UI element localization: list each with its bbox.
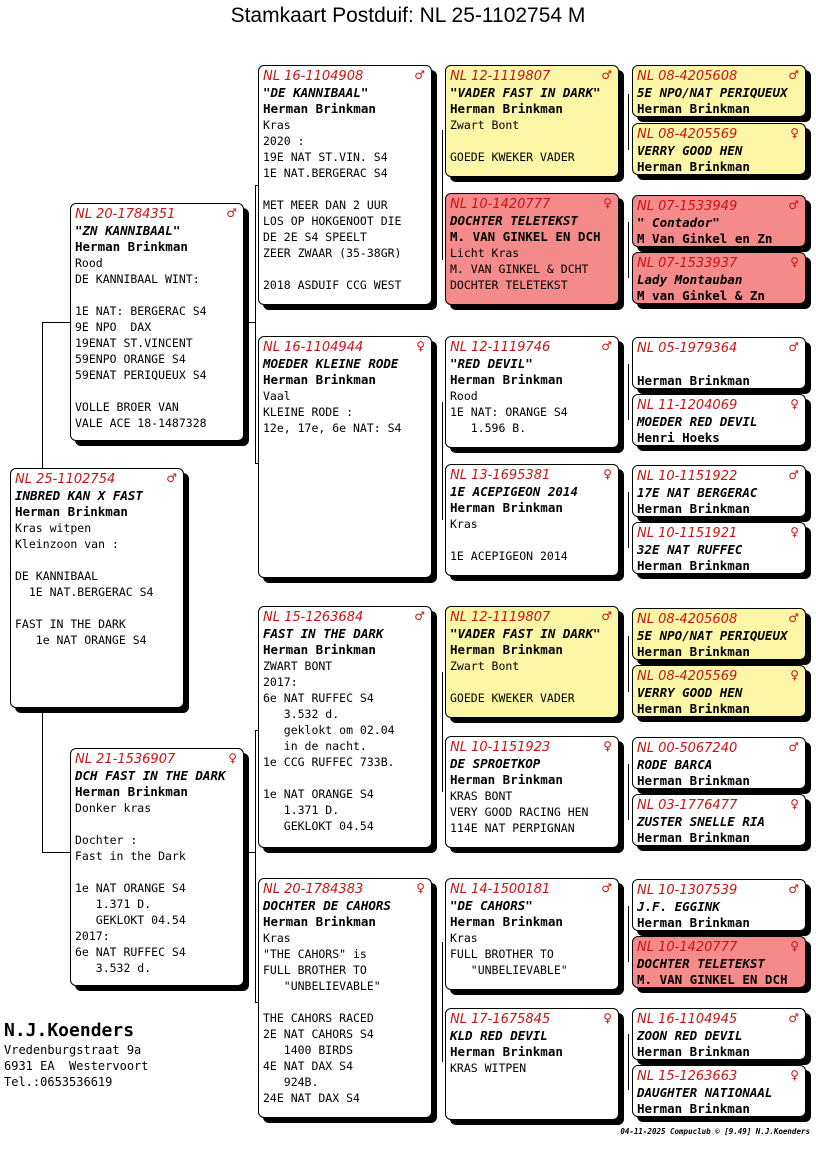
pigeon-card-mm[interactable]: [258, 878, 432, 1118]
sex-icon: ♂: [414, 609, 425, 623]
breeder-name: Herman Brinkman: [75, 239, 188, 254]
pigeon-notes: Kras "THE CAHORS" is FULL BROTHER TO "UNBELIEVABLE" THE CAHORS RACED 2E NAT CAHORS S4 1400 BIRDS 4E NAT DAX S4 924B. 24E NAT DAX S4: [263, 931, 381, 1105]
sex-icon: ♂: [788, 340, 799, 354]
breeder-name: Herman Brinkman: [450, 500, 563, 515]
pigeon-card-g14[interactable]: [632, 936, 806, 988]
connector-line: [442, 942, 443, 1062]
pigeon-name: 1E ACEPIGEON 2014: [450, 484, 578, 499]
pigeon-card-g6[interactable]: [632, 394, 806, 446]
ring-number: NL 10-1420777: [637, 940, 738, 955]
pigeon-card-mf[interactable]: [258, 606, 432, 848]
pigeon-name: DCH FAST IN THE DARK: [75, 768, 226, 783]
ring-number: NL 15-1263663: [637, 1069, 738, 1084]
connector-line: [255, 185, 256, 463]
ring-number: NL 12-1119807: [450, 610, 551, 625]
ring-number: NL 07-1533949: [637, 199, 738, 214]
pigeon-name: FAST IN THE DARK: [263, 626, 384, 641]
pigeon-card-g2[interactable]: [632, 123, 806, 175]
pigeon-notes: Zwart Bont GOEDE KWEKER VADER: [450, 118, 575, 164]
pigeon-notes: Kras witpen Kleinzoon van : DE KANNIBAAL 1E NAT.BERGERAC S4 FAST IN THE DARK 1e NAT ORANGE S4: [15, 521, 154, 647]
sex-icon: ♀: [790, 255, 799, 269]
sex-icon: ♀: [790, 939, 799, 953]
sex-icon: ♀: [790, 126, 799, 140]
owner-name: N.J.Koenders: [4, 1020, 135, 1041]
pigeon-name: DE SPROETKOP: [450, 756, 541, 771]
ring-number: NL 08-4205608: [637, 69, 738, 84]
pigeon-notes: Kras FULL BROTHER TO "UNBELIEVABLE": [450, 931, 568, 977]
sex-icon: ♂: [788, 1011, 799, 1025]
connector-line: [243, 852, 255, 853]
ring-number: NL 08-4205608: [637, 612, 738, 627]
breeder-name: Herman Brinkman: [637, 773, 750, 788]
ring-number: NL 10-1151921: [637, 526, 738, 541]
pigeon-name: DAUGHTER NATIONAAL: [637, 1085, 773, 1100]
ring-number: NL 00-5067240: [637, 741, 738, 756]
breeder-name: Herman Brinkman: [637, 644, 750, 659]
ring-number: NL 08-4205569: [637, 669, 738, 684]
breeder-name: Herman Brinkman: [263, 914, 376, 929]
pigeon-notes: KRAS WITPEN: [450, 1061, 527, 1075]
ring-number: NL 20-1784383: [263, 882, 364, 897]
pigeon-name: VERRY GOOD HEN: [637, 685, 743, 700]
breeder-name: Herman Brinkman: [450, 914, 563, 929]
pigeon-card-fmm[interactable]: [445, 464, 619, 576]
sex-icon: ♀: [603, 739, 612, 753]
pigeon-card-g5[interactable]: [632, 337, 806, 389]
ring-number: NL 13-1695381: [450, 468, 551, 483]
pigeon-name: DOCHTER TELETEKST: [637, 956, 765, 971]
sex-icon: ♂: [788, 611, 799, 625]
pigeon-name: 32E NAT RUFFEC: [637, 542, 743, 557]
connector-line: [628, 764, 629, 820]
breeder-name: M. VAN GINKEL EN DCH: [450, 229, 601, 244]
pigeon-notes: Kras 2020 : 19E NAT ST.VIN. S4 1E NAT.BERGERAC S4 MET MEER DAN 2 UUR LOS OP HOKGENOOT DIE DE 2E S4 SPEELT ZEER ZWAAR (35-38GR) 2018 ASDUIF CCG WEST: [263, 118, 402, 292]
breeder-name: Herman Brinkman: [637, 1101, 750, 1116]
pigeon-card-mmf[interactable]: [445, 878, 619, 990]
sex-icon: ♀: [416, 881, 425, 895]
connector-line: [628, 906, 629, 962]
pigeon-name: "VADER FAST IN DARK": [450, 85, 601, 100]
pigeon-name: " Contador": [637, 215, 720, 230]
breeder-name: M. VAN GINKEL EN DCH: [637, 972, 788, 987]
pigeon-card-g11[interactable]: [632, 737, 806, 789]
breeder-name: Herman Brinkman: [450, 1044, 563, 1059]
connector-line: [243, 322, 255, 323]
pigeon-card-fff[interactable]: [445, 65, 619, 177]
sex-icon: ♀: [416, 339, 425, 353]
ring-number: NL 05-1979364: [637, 341, 738, 356]
ring-number: NL 16-1104945: [637, 1012, 738, 1027]
breeder-name: Herman Brinkman: [637, 915, 750, 930]
ring-number: NL 20-1784351: [75, 207, 176, 222]
connector-line: [628, 222, 629, 278]
connector-line: [628, 364, 629, 420]
sex-icon: ♀: [228, 751, 237, 765]
pigeon-card-g12[interactable]: [632, 794, 806, 846]
pigeon-notes: ZWART BONT 2017: 6e NAT RUFFEC S4 3.532 d. geklokt om 02.04 in de nacht. 1e CCG RUFFEC 733B. 1e NAT ORANGE S4 1.371 D. GEKLOKT 04.54: [263, 659, 395, 833]
sex-icon: ♀: [603, 467, 612, 481]
pigeon-card-father[interactable]: [70, 203, 244, 441]
ring-number: NL 12-1119746: [450, 340, 551, 355]
pigeon-name: 5E NPO/NAT PERIQUEUX: [637, 85, 788, 100]
breeder-name: Herman Brinkman: [637, 373, 750, 388]
ring-number: NL 10-1307539: [637, 883, 738, 898]
connector-line: [628, 94, 629, 150]
breeder-name: Herman Brinkman: [450, 772, 563, 787]
ring-number: NL 08-4205569: [637, 127, 738, 142]
owner-block: [4, 1020, 149, 1090]
pigeon-name: DOCHTER DE CAHORS: [263, 898, 391, 913]
pigeon-name: DOCHTER TELETEKST: [450, 213, 578, 228]
sex-icon: ♂: [788, 468, 799, 482]
ring-number: NL 07-1533937: [637, 256, 738, 271]
pigeon-card-fmf[interactable]: [445, 336, 619, 448]
ring-number: NL 12-1119807: [450, 69, 551, 84]
pigeon-card-ff[interactable]: [258, 65, 432, 305]
pigeon-name: 17E NAT BERGERAC: [637, 485, 758, 500]
breeder-name: Herman Brinkman: [263, 372, 376, 387]
pigeon-name: MOEDER RED DEVIL: [637, 414, 758, 429]
breeder-name: M van Ginkel & Zn: [637, 288, 765, 303]
ring-number: NL 10-1151922: [637, 469, 738, 484]
pigeon-notes: Zwart Bont GOEDE KWEKER VADER: [450, 659, 575, 705]
breeder-name: Herman Brinkman: [75, 784, 188, 799]
pigeon-card-g13[interactable]: [632, 879, 806, 931]
sex-icon: ♂: [788, 740, 799, 754]
breeder-name: Herman Brinkman: [637, 701, 750, 716]
pigeon-card-g9[interactable]: [632, 608, 806, 660]
connector-line: [628, 636, 629, 692]
pigeon-card-g10[interactable]: [632, 665, 806, 717]
sex-icon: ♀: [790, 1068, 799, 1082]
page-title: Stamkaart Postduif: NL 25-1102754 M: [230, 4, 586, 27]
breeder-name: Herman Brinkman: [637, 101, 750, 116]
sex-icon: ♂: [788, 882, 799, 896]
pigeon-card-mfm[interactable]: [445, 736, 619, 848]
pigeon-notes: Kras 1E ACEPIGEON 2014: [450, 517, 568, 563]
ring-number: NL 10-1420777: [450, 197, 551, 212]
breeder-name: Herman Brinkman: [15, 504, 128, 519]
pigeon-card-g1[interactable]: [632, 65, 806, 117]
pigeon-card-fm[interactable]: [258, 336, 432, 578]
ring-number: NL 11-1204069: [637, 398, 738, 413]
sex-icon: ♂: [601, 68, 612, 82]
breeder-name: Herman Brinkman: [263, 101, 376, 116]
sex-icon: ♀: [603, 1011, 612, 1025]
sex-icon: ♀: [790, 397, 799, 411]
ring-number: NL 10-1151923: [450, 740, 551, 755]
sex-icon: ♀: [790, 525, 799, 539]
sex-icon: ♂: [788, 198, 799, 212]
footer-credit: 04-11-2025 Compuclub © [9.49] N.J.Koenders: [620, 1127, 810, 1136]
sex-icon: ♂: [414, 68, 425, 82]
pigeon-name: "RED DEVIL": [450, 356, 533, 371]
pigeon-name: "ZN KANNIBAAL": [75, 223, 181, 238]
pigeon-name: MOEDER KLEINE RODE: [263, 356, 399, 371]
ring-number: NL 14-1500181: [450, 882, 551, 897]
pigeon-notes: Rood 1E NAT: ORANGE S4 1.596 B.: [450, 389, 568, 435]
ring-number: NL 03-1776477: [637, 798, 738, 813]
pigeon-name: INBRED KAN X FAST: [15, 488, 143, 503]
pigeon-name: ZUSTER SNELLE RIA: [637, 814, 765, 829]
pigeon-name: 5E NPO/NAT PERIQUEUX: [637, 628, 788, 643]
sex-icon: ♀: [790, 668, 799, 682]
pigeon-name: [637, 357, 801, 373]
breeder-name: Herman Brinkman: [637, 159, 750, 174]
ring-number: NL 21-1536907: [75, 752, 176, 767]
pigeon-name: ZOON RED DEVIL: [637, 1028, 743, 1043]
breeder-name: Herman Brinkman: [637, 501, 750, 516]
pigeon-notes: Vaal KLEINE RODE : 12e, 17e, 6e NAT: S4: [263, 389, 402, 435]
pigeon-name: KLD RED DEVIL: [450, 1028, 548, 1043]
pigeon-name: J.F. EGGINK: [637, 899, 720, 914]
sex-icon: ♂: [788, 68, 799, 82]
connector-line: [255, 730, 256, 1002]
ring-number: NL 15-1263684: [263, 610, 364, 625]
ring-number: NL 25-1102754: [15, 472, 116, 487]
pigeon-name: "DE CAHORS": [450, 898, 533, 913]
pigeon-card-g3[interactable]: [632, 195, 806, 247]
sex-icon: ♀: [603, 196, 612, 210]
owner-city: 6931 EA Westervoort: [4, 1059, 149, 1073]
breeder-name: Herman Brinkman: [637, 558, 750, 573]
breeder-name: Herman Brinkman: [637, 830, 750, 845]
pigeon-card-mff[interactable]: [445, 606, 619, 718]
pigeon-notes: KRAS BONT VERY GOOD RACING HEN 114E NAT PERPIGNAN: [450, 789, 589, 835]
pigeon-name: "DE KANNIBAAL": [263, 85, 369, 100]
ring-number: NL 16-1104944: [263, 340, 364, 355]
pigeon-name: VERRY GOOD HEN: [637, 143, 743, 158]
pigeon-card-mmm[interactable]: [445, 1008, 619, 1120]
pigeon-notes: Licht Kras M. VAN GINKEL & DCHT DOCHTER TELETEKST: [450, 246, 589, 292]
pigeon-notes: Donker kras Dochter : Fast in the Dark 1e NAT ORANGE S4 1.371 D. GEKLOKT 04.54 2017: 6e NAT RUFFEC S4 3.532 d.: [75, 801, 186, 975]
pigeon-name: "VADER FAST IN DARK": [450, 626, 601, 641]
breeder-name: Henri Hoeks: [637, 430, 720, 445]
sex-icon: ♂: [601, 339, 612, 353]
connector-line: [628, 1034, 629, 1090]
pigeon-name: Lady Montauban: [637, 272, 743, 287]
pigeon-card-g16[interactable]: [632, 1065, 806, 1117]
sex-icon: ♂: [601, 881, 612, 895]
breeder-name: Herman Brinkman: [450, 101, 563, 116]
pigeon-card-ffm[interactable]: [445, 193, 619, 305]
connector-line: [42, 322, 70, 323]
pigeon-notes: Rood DE KANNIBAAL WINT: 1E NAT: BERGERAC S4 9E NPO DAX 19ENAT ST.VINCENT 59ENPO ORANGE S4 59ENAT PERIQUEUX S4 VOLLE BROER VAN VALE ACE 18-1487328: [75, 256, 207, 430]
ring-number: NL 16-1104908: [263, 69, 364, 84]
connector-line: [628, 492, 629, 548]
sex-icon: ♀: [790, 797, 799, 811]
pigeon-card-g4[interactable]: [632, 252, 806, 304]
connector-line: [42, 852, 70, 853]
pigeon-card-g15[interactable]: [632, 1008, 806, 1060]
connector-line: [442, 402, 443, 520]
pigeon-card-g8[interactable]: [632, 522, 806, 574]
pigeon-name: RODE BARCA: [637, 757, 713, 772]
breeder-name: M Van Ginkel en Zn: [637, 231, 773, 246]
owner-street: Vredenburgstraat 9a: [4, 1043, 142, 1057]
breeder-name: Herman Brinkman: [450, 372, 563, 387]
breeder-name: Herman Brinkman: [450, 642, 563, 657]
breeder-name: Herman Brinkman: [263, 642, 376, 657]
pigeon-card-subject[interactable]: [10, 468, 184, 708]
sex-icon: ♂: [166, 471, 177, 485]
sex-icon: ♂: [601, 609, 612, 623]
sex-icon: ♂: [226, 206, 237, 220]
ring-number: NL 17-1675845: [450, 1012, 551, 1027]
connector-line: [442, 130, 443, 260]
pigeon-card-g7[interactable]: [632, 465, 806, 517]
connector-line: [442, 672, 443, 792]
pigeon-card-mother[interactable]: [70, 748, 244, 986]
owner-phone: Tel.:0653536619: [4, 1075, 113, 1089]
breeder-name: Herman Brinkman: [637, 1044, 750, 1059]
